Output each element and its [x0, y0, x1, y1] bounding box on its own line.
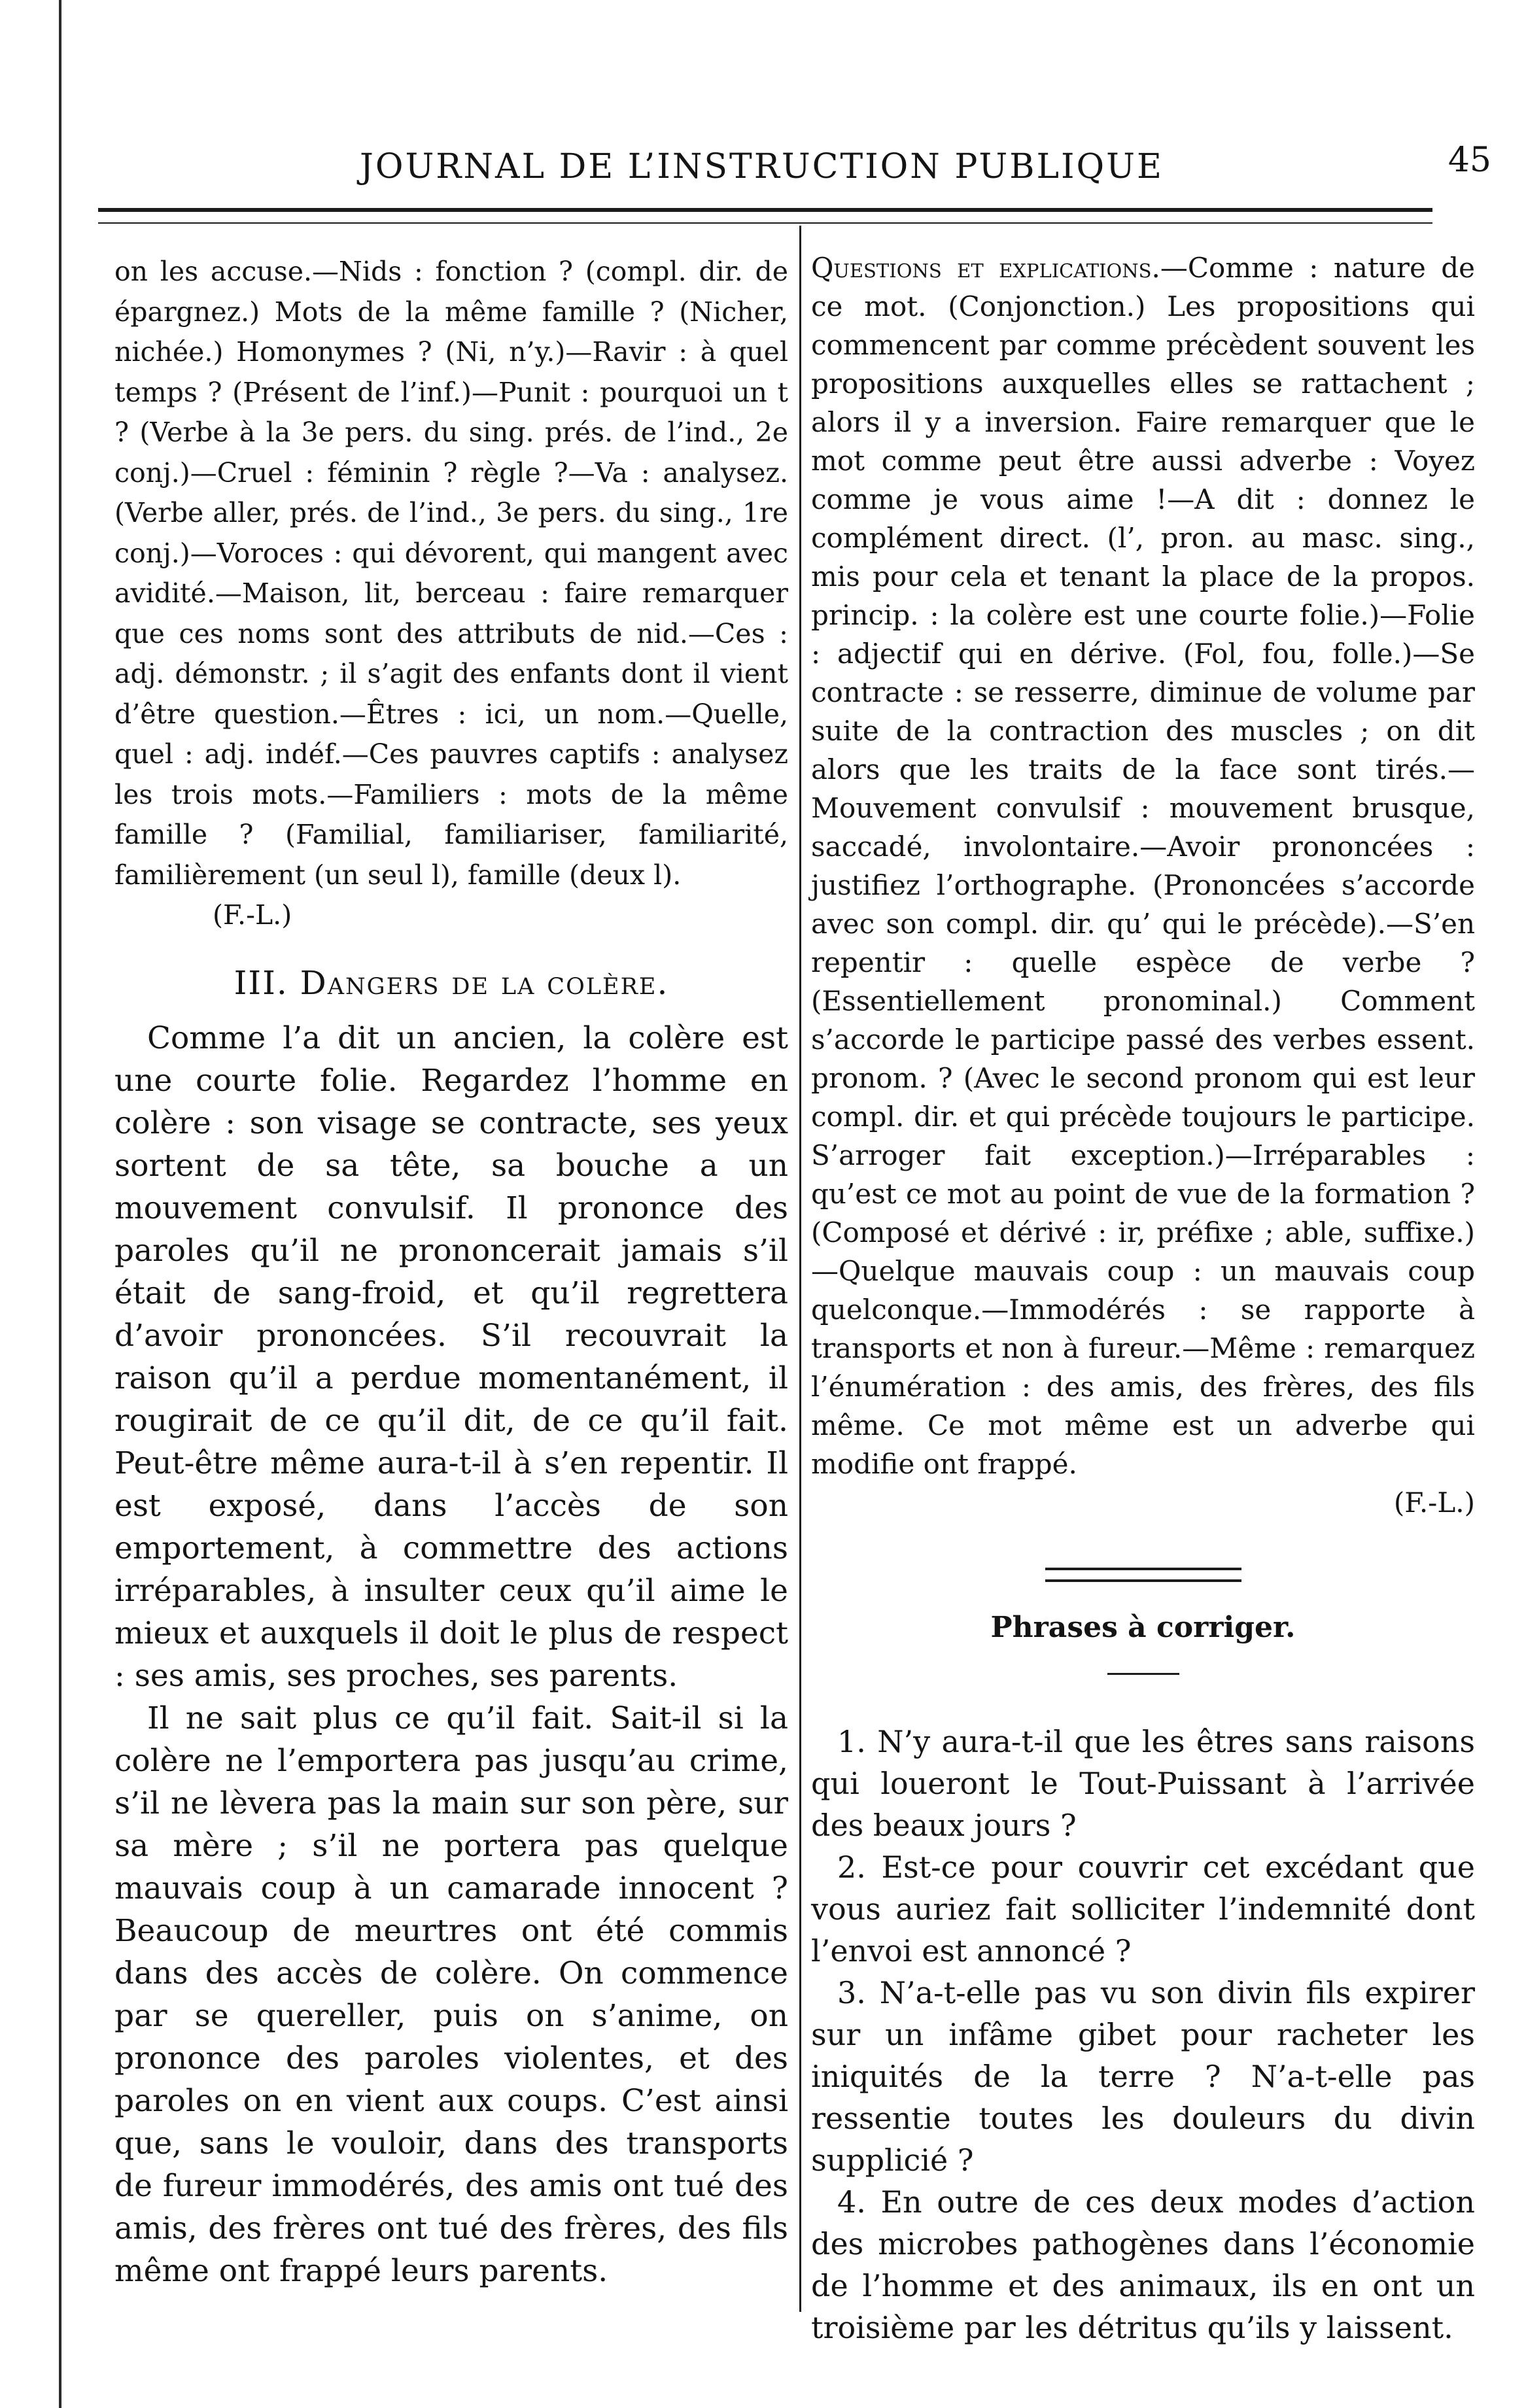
phrase-item: 3. N’a-t-elle pas vu son divin fils expirer sur un infâme gibet pour racheter les iniquités de la terre ? N’a-t-elle pas ressentie toutes les douleurs du divin supplicié ?	[811, 1975, 1475, 2178]
questions-explanations	[811, 249, 1475, 1483]
questions-text: —Comme : nature de ce mot. (Conjonction.) Les propositions qui commencent par comme précèdent souvent les propositions auxquelles elles se rattachent ; alors il y a inversion. Faire remarquer que le mot comme peut être aussi adverbe : Voyez comme je vous aime !—A dit : donnez le complément direct. (l’, pron. au masc. sing., mis pour cela et tenant la place de la propos. princip. : la colère est une courte folie.)—Folie : adjectif qui en dérive. (Fol, fou, folle.)—Se contracte : se resserre, diminue de volume par suite de la contraction des muscles ; on dit alors que les traits de la face sont tirés.—Mouvement convulsif : mouvement brusque, saccadé, involontaire.—Avoir prononcées : justifiez l’orthographe. (Prononcées s’accorde avec son compl. dir. qu’ qui le précède).—S’en repentir : quelle espèce de verbe ? (Essentiellement pronominal.) Comment s’accorde le participe passé des verbes essent. pronom. ? (Avec le second pronom qui est leur compl. dir. et qui précède toujours le participe. S’arroger fait exception.)—Irréparables : qu’est ce mot au point de vue de la formation ? (Composé et dérivé : ir, préfixe ; able, suffixe.)—Quelque mauvais coup : un mauvais coup quelconque.—Immodérés : se rapporte à transports et non à fureur.—Même : remarquez l’énumération : des amis, des frères, des fils même. Ce mot même est un adverbe qui modifie ont frappé.	[811, 252, 1475, 1480]
phrase-item: 2. Est-ce pour couvrir cet excédant que vous auriez fait solliciter l’indemnité dont l’envoi est annoncé ?	[811, 1849, 1475, 1969]
paragraph-2: Il ne sait plus ce qu’il fait. Sait-il si la colère ne l’emportera pas jusqu’au crime, s’il ne lèvera pas la main sur son père, sur sa mère ; s’il ne portera pas quelque mauvais coup à un camarade innocent ? Beaucoup de meurtres ont été commis dans des accès de colère. On commence par se quereller, puis on s’anime, on prononce des paroles violentes, et des paroles on en vient aux coups. C’est ainsi que, sans le vouloir, dans des transports de fureur immodérés, des amis ont tué des amis, des frères ont tué des frères, des fils même ont frappé leurs parents.	[114, 1700, 788, 2289]
running-head: JOURNAL DE L’INSTRUCTION PUBLIQUE	[360, 147, 1164, 186]
continuation-signature: (F.-L.)	[213, 899, 292, 931]
header-rule	[98, 208, 1432, 224]
section-title: Dangers de la colère.	[300, 963, 669, 1002]
short-rule-divider	[1107, 1673, 1179, 1675]
column-divider	[799, 226, 801, 2312]
double-rule-divider	[1045, 1568, 1241, 1582]
phrases-title: Phrases à corriger.	[990, 1611, 1296, 1644]
paragraph-1: Comme l’a dit un ancien, la colère est une courte folie. Regardez l’homme en colère : son visage se contracte, ses yeux sortent de sa tête, sa bouche a un mouvement convulsif. Il prononce des paroles qu’il ne prononcerait jamais s’il était de sang-froid, et qu’il regrettera d’avoir prononcées. S’il recouvrait la raison qu’il a perdue momentanément, il rougirait de ce qu’il dit, de ce qu’il fait. Peut-être même aura-t-il à s’en repentir. Il est exposé, dans l’accès de son emportement, à commettre des actions irréparables, à insulter ceux qu’il aime le mieux et auxquels il doit le plus de respect : ses amis, ses proches, ses parents.	[114, 1020, 788, 1694]
phrase-item: 1. N’y aura-t-il que les êtres sans raisons qui loueront le Tout-Puissant à l’arrivée des beaux jours ?	[811, 1724, 1475, 1843]
right-column	[811, 249, 1475, 2348]
questions-signature: (F.-L.)	[1393, 1487, 1475, 1519]
section-number: III.	[234, 963, 288, 1002]
page-number: 45	[1448, 141, 1491, 180]
phrase-item: 4. En outre de ces deux modes d’action des microbes pathogènes dans l’économie de l’homme et des animaux, ils en ont un troisième par les détritus qu’ils y laissent.	[811, 2184, 1475, 2345]
margin-rule	[59, 0, 61, 2408]
page-header	[98, 134, 1504, 206]
section-heading	[114, 963, 788, 1003]
questions-label: Questions et explications.	[811, 252, 1160, 284]
continuation-text: on les accuse.—Nids : fonction ? (compl. dir. de épargnez.) Mots de la même famille ? (Nicher, nichée.) Homonymes ? (Ni, n’y.)—Ravir : à quel temps ? (Présent de l’inf.)—Punit : pourquoi un t ? (Verbe à la 3e pers. du sing. prés. de l’ind., 2e conj.)—Cruel : féminin ? règle ?—Va : analysez. (Verbe aller, prés. de l’ind., 3e pers. du sing., 1re conj.)—Voroces : qui dévorent, qui mangent avec avidité.—Maison, lit, berceau : faire remarquer que ces noms sont des attributs de nid.—Ces : adj. démonstr. ; il s’agit des enfants dont il vient d’être question.—Êtres : ici, un nom.—Quelle, quel : adj. indéf.—Ces pauvres captifs : analysez les trois mots.—Familiers : mots de la même famille ? (Familial, familiariser, familiarité, familièrement (un seul l), famille (deux l).	[114, 256, 788, 891]
left-column	[114, 252, 788, 2292]
